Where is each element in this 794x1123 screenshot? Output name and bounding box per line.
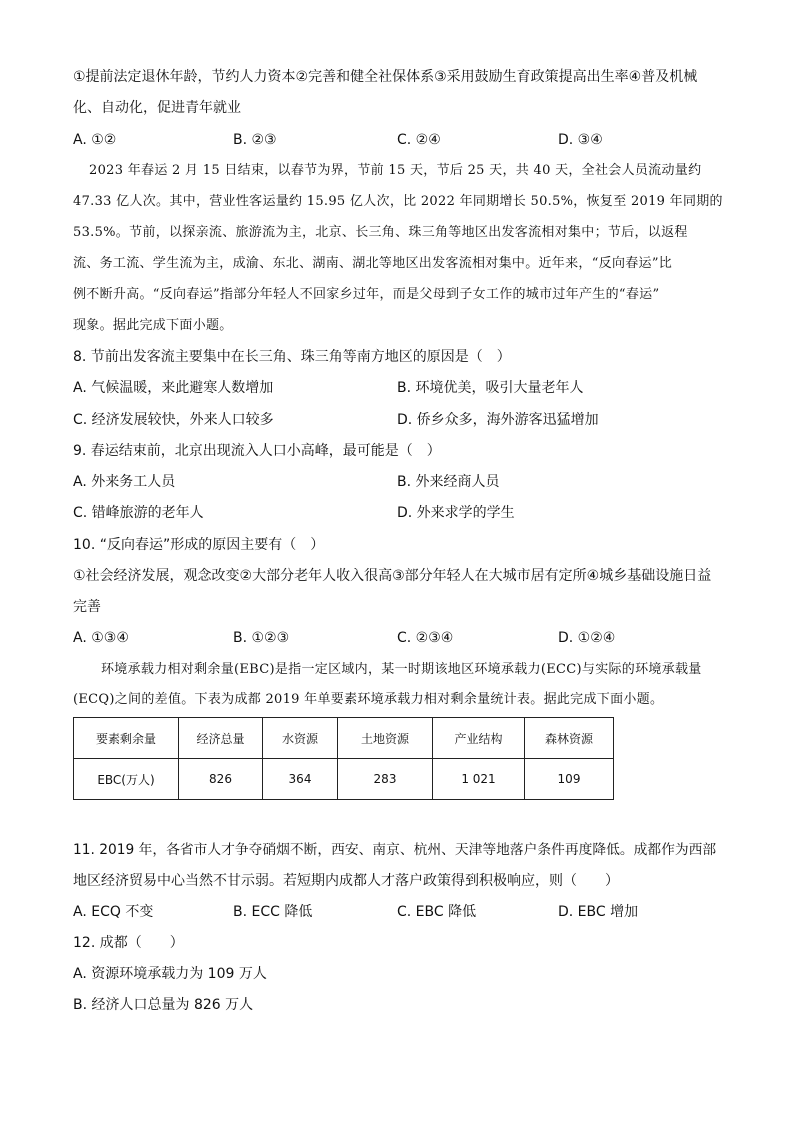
q10-option-c: C. ②③④ [397, 630, 454, 646]
passage2-line: (ECQ)之间的差值。下表为成都 2019 年单要素环境承载力相对剩余量统计表。据此完成下面小题。 [73, 692, 664, 707]
q10-option-d: D. ①②④ [558, 630, 616, 646]
q9-option-d: D. 外来求学的学生 [397, 505, 515, 521]
table-header-cell: 要素剩余量 [74, 718, 179, 759]
q9-option-c: C. 错峰旅游的老年人 [73, 505, 204, 521]
q11-option-b: B. ECC 降低 [233, 904, 313, 920]
q10-statements-line2: 完善 [73, 599, 101, 615]
table-cell: 364 [263, 759, 338, 800]
passage1-line: 2023 年春运 2 月 15 日结束，以春节为界，节前 15 天，节后 25 天，共 40 天，全社会人员流动量约 [89, 163, 702, 178]
q8-option-c: C. 经济发展较快，外来人口较多 [73, 412, 274, 428]
q7-option-b: B. ②③ [233, 132, 277, 148]
table-header-cell: 土地资源 [338, 718, 433, 759]
table-header-cell: 水资源 [263, 718, 338, 759]
q10-statements-line1: ①社会经济发展，观念改变②大部分老年人收入很高③部分年轻人在大城市居有定所④城乡基础设施日益 [73, 568, 712, 584]
q7-option-d: D. ③④ [558, 132, 603, 148]
q7-option-c: C. ②④ [397, 132, 441, 148]
table-cell: 109 [525, 759, 614, 800]
q11-stem-line1: 11. 2019 年，各省市人才争夺硝烟不断，西安、南京、杭州、天津等地落户条件再度降低。成都作为西部 [73, 842, 717, 858]
table-row [74, 759, 614, 800]
table-cell: 826 [179, 759, 263, 800]
table-cell: EBC(万人) [74, 759, 179, 800]
table-header-cell: 森林资源 [525, 718, 614, 759]
q9-stem: 9. 春运结束前，北京出现流入人口小高峰，最可能是（ ） [73, 443, 441, 459]
q8-option-b: B. 环境优美，吸引大量老年人 [397, 380, 584, 396]
table-cell: 283 [338, 759, 433, 800]
passage1-line: 53.5%。节前，以探亲流、旅游流为主，北京、长三角、珠三角等地区出发客流相对集中；节后，以返程 [73, 225, 688, 240]
passage1-line: 例不断升高。“反向春运”指部分年轻人不回家乡过年，而是父母到子女工作的城市过年产生的“春运” [73, 287, 660, 302]
table-header-cell: 产业结构 [433, 718, 525, 759]
q10-stem: 10. “反向春运”形成的原因主要有（ ） [73, 537, 325, 553]
q11-option-c: C. EBC 降低 [397, 904, 477, 920]
q8-option-d: D. 侨乡众多，海外游客迅猛增加 [397, 412, 599, 428]
q8-option-a: A. 气候温暖，来此避寒人数增加 [73, 380, 274, 396]
q12-stem: 12. 成都（ ） [73, 935, 184, 951]
table-header-row [74, 718, 614, 759]
q7-stem-line1: ①提前法定退休年龄，节约人力资本②完善和健全社保体系③采用鼓励生育政策提高出生率④普及机械 [73, 69, 698, 85]
q12-option-a: A. 资源环境承载力为 109 万人 [73, 966, 267, 982]
q12-option-b: B. 经济人口总量为 826 万人 [73, 997, 254, 1013]
q9-option-a: A. 外来务工人员 [73, 474, 176, 490]
q7-stem-line2: 化、自动化，促进青年就业 [73, 100, 241, 116]
q10-option-a: A. ①③④ [73, 630, 129, 646]
passage1-line: 现象。据此完成下面小题。 [73, 318, 233, 333]
passage1-line: 47.33 亿人次。其中，营业性客运量约 15.95 亿人次，比 2022 年同期增长 50.5%，恢复至 2019 年同期的 [73, 194, 723, 209]
passage2-line: 环境承载力相对剩余量(EBC)是指一定区域内，某一时期该地区环境承载力(ECC)与实际的环境承载量 [101, 662, 702, 677]
ebc-table [73, 717, 614, 800]
passage1-line: 流、务工流、学生流为主，成渝、东北、湖南、湖北等地区出发客流相对集中。近年来，“反向春运”比 [73, 256, 673, 271]
q11-stem-line2: 地区经济贸易中心当然不甘示弱。若短期内成都人才落户政策得到积极响应，则（ ） [73, 873, 619, 889]
q9-option-b: B. 外来经商人员 [397, 474, 500, 490]
q10-option-b: B. ①②③ [233, 630, 290, 646]
q11-option-d: D. EBC 增加 [558, 904, 639, 920]
table-cell: 1 021 [433, 759, 525, 800]
q11-option-a: A. ECQ 不变 [73, 904, 154, 920]
table-header-cell: 经济总量 [179, 718, 263, 759]
q7-option-a: A. ①② [73, 132, 117, 148]
q8-stem: 8. 节前出发客流主要集中在长三角、珠三角等南方地区的原因是（ ） [73, 349, 511, 365]
